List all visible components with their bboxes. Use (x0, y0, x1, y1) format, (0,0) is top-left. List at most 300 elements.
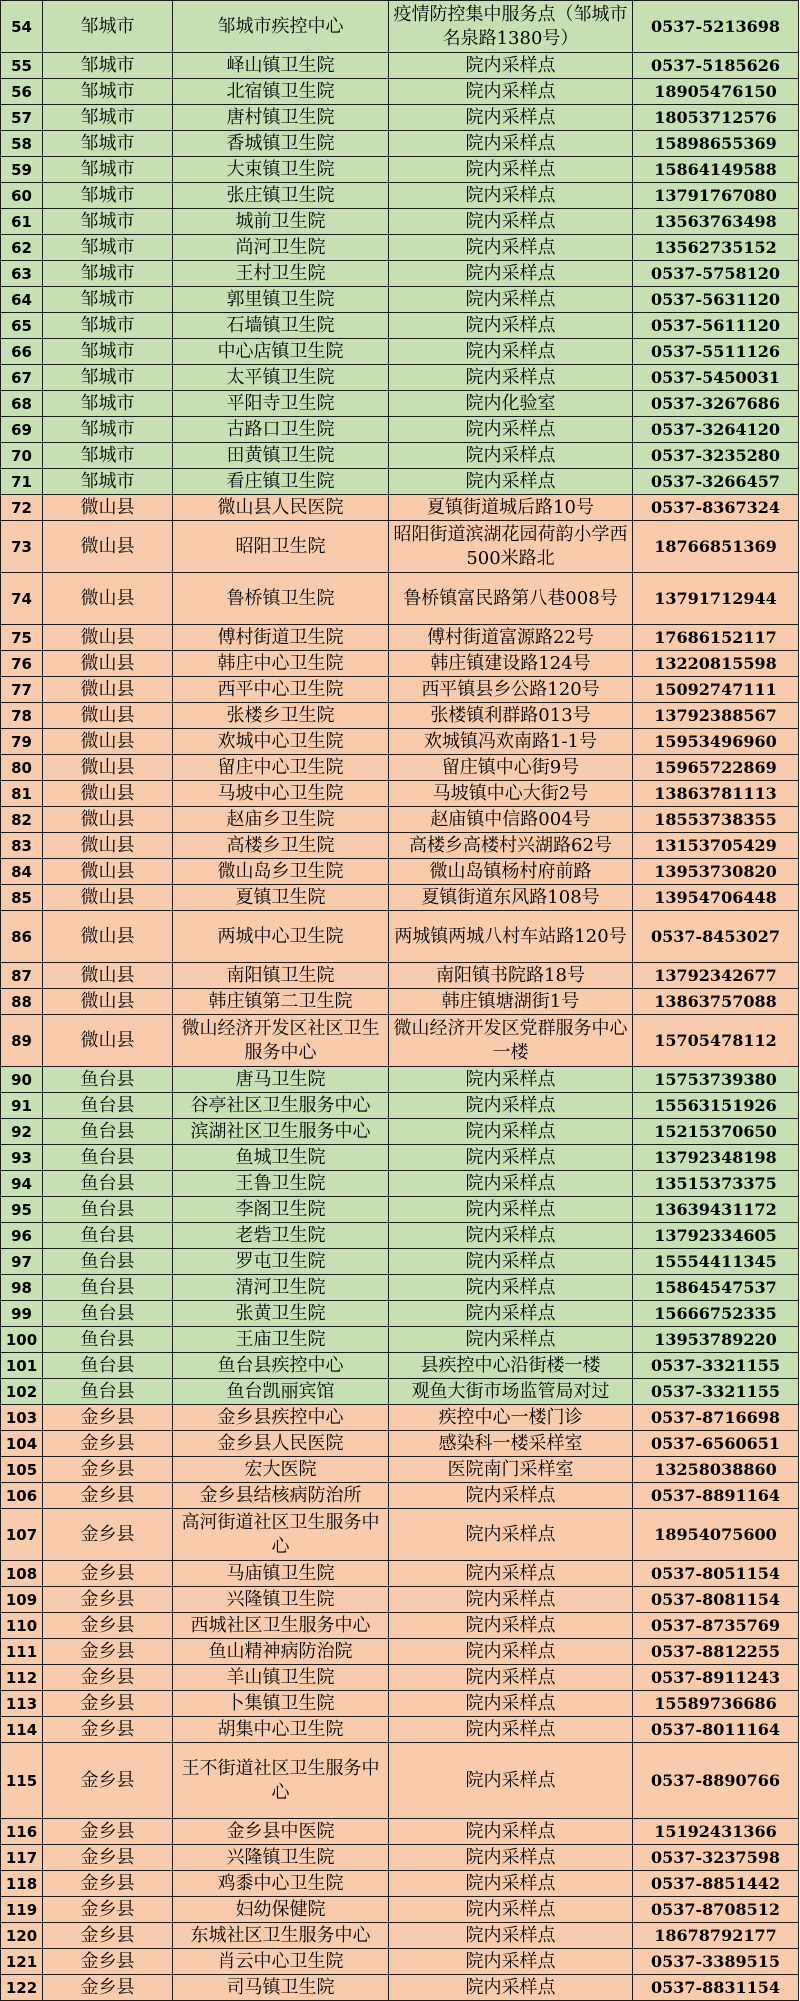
phone-cell: 0537-8708512 (633, 1897, 799, 1923)
table-row (1, 677, 799, 703)
row-number: 96 (1, 1223, 43, 1249)
sampling-site-cell: 院内采样点 (389, 1587, 633, 1613)
row-number: 57 (1, 105, 43, 131)
sampling-site-cell: 院内采样点 (389, 1093, 633, 1119)
institution-cell: 滨湖社区卫生服务中心 (173, 1119, 389, 1145)
phone-cell: 15192431366 (633, 1819, 799, 1845)
county-cell: 邹城市 (43, 79, 173, 105)
institution-cell: 韩庄镇第二卫生院 (173, 989, 389, 1015)
county-cell: 邹城市 (43, 261, 173, 287)
phone-cell: 0537-8453027 (633, 911, 799, 963)
institution-cell: 古路口卫生院 (173, 417, 389, 443)
sampling-site-cell: 两城镇两城八村车站路120号 (389, 911, 633, 963)
phone-cell: 0537-8735769 (633, 1613, 799, 1639)
phone-cell: 0537-8081154 (633, 1587, 799, 1613)
institution-cell: 唐马卫生院 (173, 1067, 389, 1093)
county-cell: 邹城市 (43, 157, 173, 183)
row-number: 70 (1, 443, 43, 469)
row-number: 107 (1, 1509, 43, 1561)
institution-cell: 羊山镇卫生院 (173, 1665, 389, 1691)
institution-cell: 尚河卫生院 (173, 235, 389, 261)
institution-cell: 罗屯卫生院 (173, 1249, 389, 1275)
institution-cell: 城前卫生院 (173, 209, 389, 235)
row-number: 97 (1, 1249, 43, 1275)
county-cell: 金乡县 (43, 1431, 173, 1457)
institution-cell: 金乡县疾控中心 (173, 1405, 389, 1431)
county-cell: 邹城市 (43, 235, 173, 261)
table-row (1, 703, 799, 729)
table-row (1, 261, 799, 287)
row-number: 64 (1, 287, 43, 313)
phone-cell: 13791712944 (633, 573, 799, 625)
table-row (1, 807, 799, 833)
institution-cell: 金乡县结核病防治所 (173, 1483, 389, 1509)
row-number: 98 (1, 1275, 43, 1301)
table-row (1, 443, 799, 469)
county-cell: 邹城市 (43, 131, 173, 157)
row-number: 85 (1, 885, 43, 911)
row-number: 122 (1, 1975, 43, 2001)
phone-cell: 15953496960 (633, 729, 799, 755)
table-row (1, 339, 799, 365)
institution-cell: 鱼台县疾控中心 (173, 1353, 389, 1379)
row-number: 71 (1, 469, 43, 495)
row-number: 56 (1, 79, 43, 105)
phone-cell: 18905476150 (633, 79, 799, 105)
county-cell: 鱼台县 (43, 1119, 173, 1145)
phone-cell: 15092747111 (633, 677, 799, 703)
phone-cell: 0537-5611120 (633, 313, 799, 339)
institution-cell: 邹城市疾控中心 (173, 1, 389, 53)
county-cell: 鱼台县 (43, 1067, 173, 1093)
institution-cell: 王庙卫生院 (173, 1327, 389, 1353)
row-number: 108 (1, 1561, 43, 1587)
table-row (1, 1171, 799, 1197)
row-number: 66 (1, 339, 43, 365)
row-number: 73 (1, 521, 43, 573)
county-cell: 金乡县 (43, 1923, 173, 1949)
county-cell: 邹城市 (43, 287, 173, 313)
sampling-site-cell: 院内采样点 (389, 1145, 633, 1171)
row-number: 72 (1, 495, 43, 521)
county-cell: 鱼台县 (43, 1327, 173, 1353)
phone-cell: 0537-5185626 (633, 53, 799, 79)
institution-cell: 太平镇卫生院 (173, 365, 389, 391)
county-cell: 鱼台县 (43, 1145, 173, 1171)
row-number: 105 (1, 1457, 43, 1483)
table-row (1, 157, 799, 183)
phone-cell: 0537-8890766 (633, 1743, 799, 1819)
row-number: 75 (1, 625, 43, 651)
county-cell: 鱼台县 (43, 1379, 173, 1405)
table-row (1, 1327, 799, 1353)
table-row (1, 1067, 799, 1093)
phone-cell: 13792342677 (633, 963, 799, 989)
phone-cell: 13220815598 (633, 651, 799, 677)
phone-cell: 15753739380 (633, 1067, 799, 1093)
row-number: 82 (1, 807, 43, 833)
phone-cell: 0537-8716698 (633, 1405, 799, 1431)
county-cell: 邹城市 (43, 443, 173, 469)
county-cell: 微山县 (43, 677, 173, 703)
county-cell: 金乡县 (43, 1949, 173, 1975)
sampling-site-cell: 韩庄镇塘湖街1号 (389, 989, 633, 1015)
row-number: 106 (1, 1483, 43, 1509)
table-row (1, 1819, 799, 1845)
table-row (1, 313, 799, 339)
county-cell: 金乡县 (43, 1845, 173, 1871)
institution-cell: 兴隆镇卫生院 (173, 1587, 389, 1613)
institution-cell: 鱼山精神病防治院 (173, 1639, 389, 1665)
table-row (1, 911, 799, 963)
row-number: 94 (1, 1171, 43, 1197)
county-cell: 邹城市 (43, 417, 173, 443)
sampling-site-cell: 院内采样点 (389, 1483, 633, 1509)
institution-cell: 宏大医院 (173, 1457, 389, 1483)
sampling-site-cell: 西平镇县乡公路120号 (389, 677, 633, 703)
sampling-site-cell: 院内采样点 (389, 1197, 633, 1223)
phone-cell: 13792388567 (633, 703, 799, 729)
institution-cell: 看庄镇卫生院 (173, 469, 389, 495)
sampling-site-cell: 院内采样点 (389, 1067, 633, 1093)
phone-cell: 13639431172 (633, 1197, 799, 1223)
table-row (1, 1431, 799, 1457)
row-number: 59 (1, 157, 43, 183)
county-cell: 微山县 (43, 781, 173, 807)
table-row (1, 287, 799, 313)
phone-cell: 0537-8831154 (633, 1975, 799, 2001)
row-number: 116 (1, 1819, 43, 1845)
row-number: 111 (1, 1639, 43, 1665)
county-cell: 鱼台县 (43, 1275, 173, 1301)
table-row (1, 1015, 799, 1067)
row-number: 99 (1, 1301, 43, 1327)
sampling-site-cell: 院内化验室 (389, 391, 633, 417)
sampling-site-cell: 院内采样点 (389, 1923, 633, 1949)
county-cell: 邹城市 (43, 53, 173, 79)
row-number: 58 (1, 131, 43, 157)
table-row (1, 1975, 799, 2001)
sampling-site-cell: 欢城镇冯欢南路1-1号 (389, 729, 633, 755)
county-cell: 微山县 (43, 729, 173, 755)
phone-cell: 18553738355 (633, 807, 799, 833)
institution-cell: 田黄镇卫生院 (173, 443, 389, 469)
institution-cell: 平阳寺卫生院 (173, 391, 389, 417)
institution-cell: 谷亭社区卫生服务中心 (173, 1093, 389, 1119)
table-row (1, 729, 799, 755)
sampling-site-cell: 县疾控中心沿街楼一楼 (389, 1353, 633, 1379)
table-row (1, 1561, 799, 1587)
sampling-site-cell: 院内采样点 (389, 1845, 633, 1871)
sampling-site-cell: 微山岛镇杨村府前路 (389, 859, 633, 885)
county-cell: 金乡县 (43, 1819, 173, 1845)
table-row (1, 1275, 799, 1301)
institution-cell: 傅村街道卫生院 (173, 625, 389, 651)
table-row (1, 1923, 799, 1949)
institution-cell: 王不街道社区卫生服务中心 (173, 1743, 389, 1819)
institution-cell: 张黄卫生院 (173, 1301, 389, 1327)
table-row (1, 1145, 799, 1171)
table-row (1, 1249, 799, 1275)
table-row (1, 625, 799, 651)
institution-cell: 香城镇卫生院 (173, 131, 389, 157)
table-row (1, 469, 799, 495)
phone-cell: 0537-8851442 (633, 1871, 799, 1897)
table-row (1, 1897, 799, 1923)
phone-cell: 0537-8891164 (633, 1483, 799, 1509)
county-cell: 金乡县 (43, 1457, 173, 1483)
sampling-site-cell: 观鱼大街市场监管局对过 (389, 1379, 633, 1405)
sampling-site-cell: 院内采样点 (389, 131, 633, 157)
institution-cell: 微山县人民医院 (173, 495, 389, 521)
table-row (1, 79, 799, 105)
institution-cell: 鱼台凯丽宾馆 (173, 1379, 389, 1405)
table-row (1, 1379, 799, 1405)
sampling-site-cell: 院内采样点 (389, 1275, 633, 1301)
phone-cell: 15554411345 (633, 1249, 799, 1275)
county-cell: 金乡县 (43, 1587, 173, 1613)
sampling-site-cell: 微山经济开发区党群服务中心一楼 (389, 1015, 633, 1067)
phone-cell: 13863781113 (633, 781, 799, 807)
sampling-site-cell: 院内采样点 (389, 1717, 633, 1743)
row-number: 101 (1, 1353, 43, 1379)
phone-cell: 0537-3389515 (633, 1949, 799, 1975)
table-row (1, 573, 799, 625)
sampling-site-cell: 院内采样点 (389, 1249, 633, 1275)
row-number: 92 (1, 1119, 43, 1145)
sampling-site-cell: 院内采样点 (389, 365, 633, 391)
sampling-site-cell: 院内采样点 (389, 261, 633, 287)
row-number: 80 (1, 755, 43, 781)
phone-cell: 0537-5631120 (633, 287, 799, 313)
table-row (1, 1743, 799, 1819)
row-number: 117 (1, 1845, 43, 1871)
sampling-site-cell: 院内采样点 (389, 157, 633, 183)
row-number: 102 (1, 1379, 43, 1405)
sampling-site-cell: 院内采样点 (389, 1327, 633, 1353)
sampling-site-cell: 院内采样点 (389, 417, 633, 443)
phone-cell: 15965722869 (633, 755, 799, 781)
phone-cell: 0537-3264120 (633, 417, 799, 443)
table-row (1, 1483, 799, 1509)
institution-cell: 夏镇卫生院 (173, 885, 389, 911)
phone-cell: 0537-5450031 (633, 365, 799, 391)
institution-cell: 胡集中心卫生院 (173, 1717, 389, 1743)
sampling-site-cell: 疾控中心一楼门诊 (389, 1405, 633, 1431)
sampling-site-cell: 院内采样点 (389, 1223, 633, 1249)
sampling-site-cell: 南阳镇书院路18号 (389, 963, 633, 989)
phone-cell: 0537-3267686 (633, 391, 799, 417)
phone-cell: 15563151926 (633, 1093, 799, 1119)
institution-cell: 马坡中心卫生院 (173, 781, 389, 807)
county-cell: 邹城市 (43, 1, 173, 53)
sampling-site-cell: 张楼镇利群路013号 (389, 703, 633, 729)
institution-cell: 马庙镇卫生院 (173, 1561, 389, 1587)
row-number: 112 (1, 1665, 43, 1691)
table-row (1, 1613, 799, 1639)
table-row (1, 1353, 799, 1379)
phone-cell: 13792348198 (633, 1145, 799, 1171)
row-number: 118 (1, 1871, 43, 1897)
phone-cell: 0537-6560651 (633, 1431, 799, 1457)
phone-cell: 15705478112 (633, 1015, 799, 1067)
sampling-site-cell: 院内采样点 (389, 1119, 633, 1145)
row-number: 54 (1, 1, 43, 53)
sampling-site-cell: 院内采样点 (389, 183, 633, 209)
county-cell: 微山县 (43, 885, 173, 911)
row-number: 93 (1, 1145, 43, 1171)
institution-cell: 两城中心卫生院 (173, 911, 389, 963)
county-cell: 微山县 (43, 989, 173, 1015)
table-row (1, 1457, 799, 1483)
table-row (1, 209, 799, 235)
sampling-site-cell: 感染科一楼采样室 (389, 1431, 633, 1457)
sampling-site-cell: 疫情防控集中服务点（邹城市名泉路1380号） (389, 1, 633, 53)
institution-cell: 赵庙乡卫生院 (173, 807, 389, 833)
county-cell: 鱼台县 (43, 1171, 173, 1197)
row-number: 69 (1, 417, 43, 443)
phone-cell: 0537-3321155 (633, 1353, 799, 1379)
table-row (1, 755, 799, 781)
county-cell: 微山县 (43, 911, 173, 963)
county-cell: 微山县 (43, 1015, 173, 1067)
county-cell: 微山县 (43, 573, 173, 625)
institution-cell: 石墙镇卫生院 (173, 313, 389, 339)
phone-cell: 13954706448 (633, 885, 799, 911)
phone-cell: 0537-8812255 (633, 1639, 799, 1665)
county-cell: 微山县 (43, 495, 173, 521)
county-cell: 鱼台县 (43, 1197, 173, 1223)
county-cell: 金乡县 (43, 1691, 173, 1717)
institution-cell: 南阳镇卫生院 (173, 963, 389, 989)
phone-cell: 0537-8051154 (633, 1561, 799, 1587)
table-row (1, 183, 799, 209)
row-number: 90 (1, 1067, 43, 1093)
institution-cell: 微山经济开发区社区卫生服务中心 (173, 1015, 389, 1067)
institution-cell: 鱼城卫生院 (173, 1145, 389, 1171)
phone-cell: 15589736686 (633, 1691, 799, 1717)
sampling-site-cell: 院内采样点 (389, 1897, 633, 1923)
phone-cell: 0537-5511126 (633, 339, 799, 365)
phone-cell: 13153705429 (633, 833, 799, 859)
institution-cell: 李阁卫生院 (173, 1197, 389, 1223)
sampling-site-cell: 院内采样点 (389, 1301, 633, 1327)
table-row (1, 131, 799, 157)
county-cell: 金乡县 (43, 1639, 173, 1665)
sampling-site-cell: 留庄镇中心街9号 (389, 755, 633, 781)
row-number: 55 (1, 53, 43, 79)
phone-cell: 13792334605 (633, 1223, 799, 1249)
table-row (1, 1639, 799, 1665)
row-number: 60 (1, 183, 43, 209)
sampling-site-cell: 院内采样点 (389, 1613, 633, 1639)
phone-cell: 13791767080 (633, 183, 799, 209)
row-number: 63 (1, 261, 43, 287)
county-cell: 金乡县 (43, 1743, 173, 1819)
row-number: 113 (1, 1691, 43, 1717)
sampling-site-cell: 夏镇街道东风路108号 (389, 885, 633, 911)
phone-cell: 0537-3235280 (633, 443, 799, 469)
sampling-site-cell: 院内采样点 (389, 1639, 633, 1665)
row-number: 100 (1, 1327, 43, 1353)
sampling-site-cell: 韩庄镇建设路124号 (389, 651, 633, 677)
county-cell: 邹城市 (43, 391, 173, 417)
county-cell: 微山县 (43, 859, 173, 885)
sampling-site-cell: 院内采样点 (389, 53, 633, 79)
table-row (1, 1871, 799, 1897)
phone-cell: 15215370650 (633, 1119, 799, 1145)
table-row (1, 53, 799, 79)
county-cell: 微山县 (43, 625, 173, 651)
table-row (1, 1509, 799, 1561)
county-cell: 邹城市 (43, 105, 173, 131)
row-number: 76 (1, 651, 43, 677)
county-cell: 微山县 (43, 521, 173, 573)
table-row (1, 1301, 799, 1327)
institution-cell: 兴隆镇卫生院 (173, 1845, 389, 1871)
sampling-site-cell: 院内采样点 (389, 1819, 633, 1845)
phone-cell: 18766851369 (633, 521, 799, 573)
row-number: 65 (1, 313, 43, 339)
sampling-site-cell: 院内采样点 (389, 469, 633, 495)
institution-cell: 王村卫生院 (173, 261, 389, 287)
table-row (1, 1223, 799, 1249)
county-cell: 邹城市 (43, 339, 173, 365)
county-cell: 鱼台县 (43, 1301, 173, 1327)
county-cell: 微山县 (43, 651, 173, 677)
row-number: 91 (1, 1093, 43, 1119)
sampling-site-cell: 院内采样点 (389, 1949, 633, 1975)
row-number: 95 (1, 1197, 43, 1223)
institution-cell: 微山岛乡卫生院 (173, 859, 389, 885)
institution-cell: 妇幼保健院 (173, 1897, 389, 1923)
table-row (1, 1587, 799, 1613)
institution-cell: 东城社区卫生服务中心 (173, 1923, 389, 1949)
phone-cell: 15864149588 (633, 157, 799, 183)
phone-cell: 18053712576 (633, 105, 799, 131)
phone-cell: 0537-8911243 (633, 1665, 799, 1691)
table-row (1, 1691, 799, 1717)
sampling-site-cell: 医院南门采样室 (389, 1457, 633, 1483)
county-cell: 金乡县 (43, 1613, 173, 1639)
institution-cell: 鸡黍中心卫生院 (173, 1871, 389, 1897)
table-row (1, 521, 799, 573)
institution-cell: 北宿镇卫生院 (173, 79, 389, 105)
row-number: 84 (1, 859, 43, 885)
row-number: 86 (1, 911, 43, 963)
row-number: 89 (1, 1015, 43, 1067)
phone-cell: 17686152117 (633, 625, 799, 651)
phone-cell: 15864547537 (633, 1275, 799, 1301)
table-row (1, 105, 799, 131)
table-row (1, 391, 799, 417)
row-number: 114 (1, 1717, 43, 1743)
row-number: 115 (1, 1743, 43, 1819)
county-cell: 邹城市 (43, 469, 173, 495)
institution-cell: 大束镇卫生院 (173, 157, 389, 183)
phone-cell: 13563763498 (633, 209, 799, 235)
county-cell: 鱼台县 (43, 1093, 173, 1119)
phone-cell: 0537-3266457 (633, 469, 799, 495)
table-row (1, 1845, 799, 1871)
table-row (1, 1949, 799, 1975)
county-cell: 金乡县 (43, 1717, 173, 1743)
phone-cell: 15666752335 (633, 1301, 799, 1327)
county-cell: 微山县 (43, 807, 173, 833)
row-number: 81 (1, 781, 43, 807)
institution-cell: 留庄中心卫生院 (173, 755, 389, 781)
phone-cell: 13863757088 (633, 989, 799, 1015)
